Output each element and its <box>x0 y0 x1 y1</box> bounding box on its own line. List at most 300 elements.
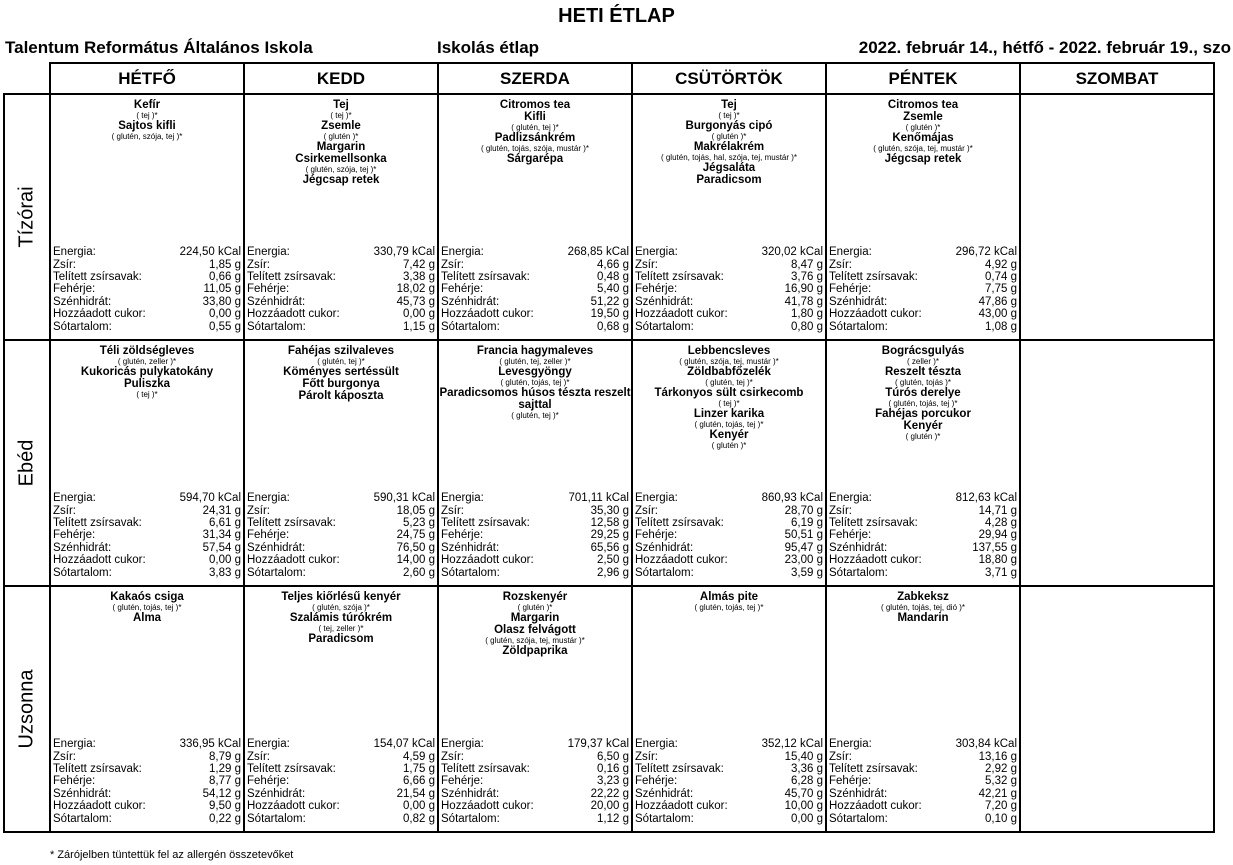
nutrient-label: Fehérje: <box>53 529 96 542</box>
nutrient-label: Fehérje: <box>441 529 484 542</box>
dish-name: Köményes sertéssült <box>283 366 399 378</box>
nutrition-row <box>441 800 629 812</box>
dish-name: Paradicsom <box>308 633 374 645</box>
dish-name: Almás pite <box>699 591 759 603</box>
nutrient-value: 10,00 g <box>784 800 823 813</box>
nutrition-row <box>635 775 823 787</box>
nutrient-label: Hozzáadott cukor: <box>829 800 922 813</box>
nutrition-table <box>53 492 241 579</box>
dish-name: Zsemle <box>903 111 943 123</box>
dish-allergens: ( glutén, szója, tej, mustár )* <box>873 144 973 153</box>
nutrient-label: Zsír: <box>53 258 76 271</box>
nutrition-table <box>247 492 435 579</box>
nutrient-value: 76,50 g <box>396 541 435 554</box>
nutrient-value: 268,85 kCal <box>567 246 629 259</box>
nutrition-row <box>53 271 241 283</box>
nutrition-row <box>635 296 823 308</box>
nutrient-value: 95,47 g <box>784 541 823 554</box>
nutrient-label: Szénhidrát: <box>53 541 112 554</box>
nutrition-row <box>441 321 629 333</box>
dish-name: Levesgyöngy <box>498 366 572 378</box>
dish-allergens: ( glutén, tej, zeller )* <box>499 357 571 366</box>
nutrient-value: 0,48 g <box>597 270 629 283</box>
nutrient-label: Fehérje: <box>441 283 484 296</box>
dish-name: Reszelt tészta <box>884 366 962 378</box>
nutrient-label: Energia: <box>247 738 290 751</box>
nutrient-value: 0,55 g <box>209 320 241 333</box>
nutrient-value: 812,63 kCal <box>955 492 1017 505</box>
meal-label-cell <box>4 340 50 586</box>
nutrient-label: Telített zsírsavak: <box>635 516 724 529</box>
nutrition-row <box>829 567 1017 579</box>
nutrient-label: Szénhidrát: <box>441 295 500 308</box>
day-header: CSÜTÖRTÖK <box>632 63 826 94</box>
nutrient-value: 320,02 kCal <box>761 246 823 259</box>
dish-allergens: ( tej )* <box>136 390 158 399</box>
nutrient-value: 0,00 g <box>403 800 435 813</box>
nutrient-label: Energia: <box>829 738 872 751</box>
dish-name: Burgonyás cipó <box>685 120 773 132</box>
nutrient-label: Fehérje: <box>53 775 96 788</box>
nutrition-row <box>829 321 1017 333</box>
nutrition-row <box>829 505 1017 517</box>
nutrient-label: Sótartalom: <box>53 320 112 333</box>
nutrient-value: 296,72 kCal <box>955 246 1017 259</box>
dish-name: Zabkeksz <box>897 591 949 603</box>
nutrition-table <box>441 246 629 333</box>
nutrition-row <box>53 259 241 271</box>
nutrient-value: 179,37 kCal <box>567 738 629 751</box>
nutrient-label: Fehérje: <box>53 283 96 296</box>
nutrition-row <box>829 308 1017 320</box>
nutrition-row <box>829 751 1017 763</box>
menu-cell <box>244 586 438 832</box>
dish-name: Zöldbabfőzelék <box>687 366 771 378</box>
nutrition-row <box>635 542 823 554</box>
nutrient-label: Hozzáadott cukor: <box>635 308 728 321</box>
dish-list <box>51 95 243 141</box>
menu-cell <box>438 340 632 586</box>
nutrient-label: Hozzáadott cukor: <box>53 554 146 567</box>
dish-list <box>827 341 1019 441</box>
nutrient-label: Sótartalom: <box>441 566 500 579</box>
nutrient-label: Telített zsírsavak: <box>247 762 336 775</box>
nutrient-label: Szénhidrát: <box>635 295 694 308</box>
nutrient-label: Zsír: <box>441 258 464 271</box>
nutrient-label: Sótartalom: <box>635 812 694 825</box>
menu-type: Iskolás étlap <box>437 38 540 57</box>
dish-name: Kenyér <box>903 420 943 432</box>
nutrient-value: 0,22 g <box>209 812 241 825</box>
nutrient-value: 590,31 kCal <box>373 492 435 505</box>
dish-allergens: ( glutén, szója, tej )* <box>305 165 377 174</box>
nutrient-value: 1,29 g <box>209 762 241 775</box>
nutrient-label: Energia: <box>441 246 484 259</box>
nutrition-row <box>635 763 823 775</box>
day-header-row <box>4 63 1214 94</box>
nutrient-value: 9,50 g <box>209 800 241 813</box>
dish-allergens: ( tej )* <box>718 399 740 408</box>
nutrient-value: 15,40 g <box>784 750 823 763</box>
nutrition-table <box>247 738 435 825</box>
nutrient-label: Fehérje: <box>829 283 872 296</box>
nutrient-value: 7,20 g <box>985 800 1017 813</box>
nutrient-value: 19,50 g <box>590 308 629 321</box>
nutrition-row <box>829 813 1017 825</box>
nutrition-row <box>829 246 1017 258</box>
nutrition-row <box>247 567 435 579</box>
nutrition-row <box>635 505 823 517</box>
nutrient-value: 7,75 g <box>985 283 1017 296</box>
nutrient-value: 35,30 g <box>590 504 629 517</box>
menu-cell <box>50 586 244 832</box>
nutrient-label: Hozzáadott cukor: <box>247 554 340 567</box>
nutrition-row <box>53 763 241 775</box>
nutrition-table <box>53 246 241 333</box>
dish-name: Párolt káposzta <box>298 390 384 402</box>
dish-name: Jégcsap retek <box>884 153 962 165</box>
nutrition-row <box>635 529 823 541</box>
nutrient-value: 1,80 g <box>791 308 823 321</box>
meal-label: Tízórai <box>15 186 38 248</box>
nutrient-value: 65,56 g <box>590 541 629 554</box>
nutrition-row <box>53 246 241 258</box>
day-header: PÉNTEK <box>826 63 1020 94</box>
nutrient-label: Fehérje: <box>635 775 678 788</box>
menu-cell <box>1020 94 1214 340</box>
dish-list <box>633 587 825 612</box>
nutrition-row <box>441 554 629 566</box>
nutrient-label: Telített zsírsavak: <box>441 270 530 283</box>
dish-list <box>51 587 243 624</box>
nutrient-label: Zsír: <box>247 750 270 763</box>
dish-name: Zöldpaprika <box>502 645 568 657</box>
nutrition-row <box>247 271 435 283</box>
nutrition-row <box>441 246 629 258</box>
nutrient-label: Sótartalom: <box>53 812 112 825</box>
nutrition-row <box>829 296 1017 308</box>
nutrition-row <box>441 788 629 800</box>
nutrient-label: Szénhidrát: <box>829 541 888 554</box>
dish-name: Zsemle <box>321 120 361 132</box>
nutrient-value: 0,66 g <box>209 270 241 283</box>
dish-list <box>245 95 437 186</box>
nutrient-value: 594,70 kCal <box>179 492 241 505</box>
nutrition-row <box>635 751 823 763</box>
menu-cell <box>632 586 826 832</box>
dish-list <box>439 95 631 165</box>
dish-allergens: ( glutén )* <box>905 432 941 441</box>
nutrition-table <box>247 246 435 333</box>
dish-allergens: ( glutén )* <box>711 441 747 450</box>
dish-allergens: ( glutén, zeller )* <box>117 357 177 366</box>
nutrient-label: Energia: <box>441 738 484 751</box>
nutrient-value: 0,00 g <box>209 554 241 567</box>
dish-allergens: ( glutén, szója, tej )* <box>111 132 183 141</box>
nutrient-value: 45,73 g <box>396 295 435 308</box>
nutrition-table <box>441 492 629 579</box>
nutrient-label: Fehérje: <box>635 283 678 296</box>
dish-allergens: ( glutén, tej )* <box>705 378 753 387</box>
nutrient-value: 0,68 g <box>597 320 629 333</box>
nutrient-value: 5,23 g <box>403 516 435 529</box>
nutrient-value: 1,75 g <box>403 762 435 775</box>
nutrient-label: Telített zsírsavak: <box>829 762 918 775</box>
nutrient-label: Szénhidrát: <box>635 787 694 800</box>
nutrition-row <box>635 259 823 271</box>
nutrient-value: 3,59 g <box>791 566 823 579</box>
date-range: 2022. február 14., hétfő - 2022. február 19., szo <box>858 38 1231 57</box>
nutrient-label: Energia: <box>635 492 678 505</box>
nutrition-row <box>53 788 241 800</box>
dish-name: Bográcsgulyás <box>881 345 965 357</box>
dish-name: Citromos tea <box>887 99 959 111</box>
nutrient-value: 6,61 g <box>209 516 241 529</box>
nutrition-row <box>829 554 1017 566</box>
nutrient-label: Zsír: <box>829 258 852 271</box>
dish-list <box>827 587 1019 624</box>
nutrient-value: 6,50 g <box>597 750 629 763</box>
nutrient-value: 50,51 g <box>784 529 823 542</box>
nutrient-label: Zsír: <box>53 504 76 517</box>
nutrient-label: Zsír: <box>829 504 852 517</box>
dish-allergens: ( glutén )* <box>517 603 553 612</box>
nutrition-row <box>247 246 435 258</box>
dish-list <box>245 587 437 645</box>
menu-cell <box>632 340 826 586</box>
nutrient-value: 45,70 g <box>784 787 823 800</box>
nutrient-value: 860,93 kCal <box>761 492 823 505</box>
nutrition-row <box>247 283 435 295</box>
nutrition-row <box>53 308 241 320</box>
dish-name: Teljes kiőrlésű kenyér <box>281 591 401 603</box>
nutrition-row <box>247 492 435 504</box>
dish-name: Kifli <box>524 111 546 123</box>
nutrient-label: Sótartalom: <box>247 812 306 825</box>
nutrition-row <box>53 775 241 787</box>
nutrient-value: 5,32 g <box>985 775 1017 788</box>
dish-list <box>1021 95 1213 99</box>
nutrient-label: Zsír: <box>441 504 464 517</box>
dish-allergens: ( glutén, tojás, tej, dió )* <box>880 603 966 612</box>
dish-name: Alma <box>132 612 162 624</box>
nutrient-value: 5,40 g <box>597 283 629 296</box>
nutrient-label: Energia: <box>53 738 96 751</box>
nutrient-label: Energia: <box>829 492 872 505</box>
nutrient-label: Telített zsírsavak: <box>247 516 336 529</box>
nutrient-value: 0,16 g <box>597 762 629 775</box>
nutrition-row <box>829 517 1017 529</box>
nutrition-row <box>441 738 629 750</box>
nutrient-label: Zsír: <box>53 750 76 763</box>
nutrition-row <box>247 529 435 541</box>
nutrient-label: Zsír: <box>635 504 658 517</box>
dish-name: Margarin <box>316 141 366 153</box>
nutrition-row <box>247 751 435 763</box>
nutrient-value: 13,16 g <box>978 750 1017 763</box>
nutrient-value: 0,00 g <box>403 308 435 321</box>
nutrient-label: Fehérje: <box>829 529 872 542</box>
nutrition-row <box>441 567 629 579</box>
nutrient-label: Hozzáadott cukor: <box>441 308 534 321</box>
dish-allergens: ( glutén, tej )* <box>317 357 365 366</box>
nutrition-row <box>247 259 435 271</box>
day-header: SZERDA <box>438 63 632 94</box>
menu-table <box>3 62 1215 833</box>
nutrient-label: Sótartalom: <box>441 320 500 333</box>
nutrient-label: Fehérje: <box>635 529 678 542</box>
dish-allergens: ( glutén )* <box>323 132 359 141</box>
nutrient-label: Fehérje: <box>441 775 484 788</box>
nutrition-row <box>247 517 435 529</box>
meal-label: Ebéd <box>15 439 38 487</box>
nutrient-label: Sótartalom: <box>247 320 306 333</box>
nutrition-table <box>829 738 1017 825</box>
nutrition-row <box>247 505 435 517</box>
nutrition-row <box>53 800 241 812</box>
dish-allergens: ( glutén, tojás )* <box>894 378 952 387</box>
dish-allergens: ( glutén, tojás, tej )* <box>694 603 764 612</box>
dish-allergens: ( glutén, tojás, szója, mustár )* <box>480 144 590 153</box>
nutrient-value: 47,86 g <box>978 295 1017 308</box>
dish-name: Puliszka <box>123 378 171 390</box>
nutrient-value: 41,78 g <box>784 295 823 308</box>
nutrition-row <box>53 738 241 750</box>
dish-list <box>51 341 243 399</box>
dish-allergens: ( glutén, tojás, tej )* <box>112 603 182 612</box>
nutrient-value: 336,95 kCal <box>179 738 241 751</box>
nutrition-row <box>635 246 823 258</box>
nutrient-value: 3,38 g <box>403 270 435 283</box>
nutrient-label: Hozzáadott cukor: <box>635 800 728 813</box>
nutrient-value: 2,96 g <box>597 566 629 579</box>
nutrient-value: 18,02 g <box>396 283 435 296</box>
nutrition-row <box>635 567 823 579</box>
nutrient-label: Sótartalom: <box>247 566 306 579</box>
dish-allergens: ( tej )* <box>718 111 740 120</box>
nutrient-label: Szénhidrát: <box>441 541 500 554</box>
nutrient-value: 0,00 g <box>209 308 241 321</box>
nutrition-row <box>441 775 629 787</box>
dish-allergens: ( glutén, tojás, tej )* <box>500 378 570 387</box>
nutrient-value: 3,23 g <box>597 775 629 788</box>
nutrient-value: 24,31 g <box>202 504 241 517</box>
nutrient-label: Energia: <box>635 246 678 259</box>
nutrient-label: Telített zsírsavak: <box>53 270 142 283</box>
nutrient-value: 0,10 g <box>985 812 1017 825</box>
nutrition-table <box>635 738 823 825</box>
nutrition-row <box>53 492 241 504</box>
dish-name: Kakaós csiga <box>110 591 184 603</box>
nutrient-value: 224,50 kCal <box>179 246 241 259</box>
nutrient-value: 14,00 g <box>396 554 435 567</box>
menu-cell <box>50 340 244 586</box>
dish-list <box>633 341 825 450</box>
nutrient-label: Szénhidrát: <box>53 787 112 800</box>
menu-cell <box>1020 340 1214 586</box>
nutrient-label: Energia: <box>53 492 96 505</box>
nutrition-row <box>829 542 1017 554</box>
dish-name: Kefír <box>133 99 161 111</box>
nutrition-row <box>635 738 823 750</box>
menu-cell <box>826 94 1020 340</box>
nutrient-label: Zsír: <box>247 504 270 517</box>
nutrient-label: Hozzáadott cukor: <box>635 554 728 567</box>
dish-name: Jégsaláta <box>702 162 756 174</box>
nutrient-label: Szénhidrát: <box>441 787 500 800</box>
nutrient-label: Telített zsírsavak: <box>441 516 530 529</box>
nutrient-value: 4,92 g <box>985 258 1017 271</box>
nutrition-table <box>441 738 629 825</box>
nutrient-value: 20,00 g <box>590 800 629 813</box>
dish-name: Kukoricás pulykatokány <box>80 366 214 378</box>
nutrition-row <box>53 321 241 333</box>
menu-cell <box>826 340 1020 586</box>
nutrient-value: 6,19 g <box>791 516 823 529</box>
nutrition-row <box>441 505 629 517</box>
nutrient-value: 1,12 g <box>597 812 629 825</box>
dish-name: Szalámis túrókrém <box>289 612 393 624</box>
nutrient-label: Szénhidrát: <box>247 787 306 800</box>
nutrition-row <box>247 775 435 787</box>
dish-name: Sajtos kifli <box>118 120 176 132</box>
nutrient-value: 1,85 g <box>209 258 241 271</box>
nutrition-row <box>829 738 1017 750</box>
dish-name: Fahéjas szilvaleves <box>287 345 395 357</box>
nutrient-label: Telített zsírsavak: <box>441 762 530 775</box>
nutrition-row <box>441 813 629 825</box>
nutrition-row <box>247 788 435 800</box>
nutrition-row <box>441 763 629 775</box>
nutrition-row <box>635 492 823 504</box>
nutrient-label: Zsír: <box>829 750 852 763</box>
nutrient-value: 7,42 g <box>403 258 435 271</box>
menu-cell <box>438 94 632 340</box>
nutrient-value: 54,12 g <box>202 787 241 800</box>
nutrient-label: Fehérje: <box>247 529 290 542</box>
nutrient-value: 330,79 kCal <box>373 246 435 259</box>
dish-name: Kenőmájas <box>892 132 954 144</box>
dish-allergens: ( tej, zeller )* <box>318 624 364 633</box>
nutrient-value: 29,94 g <box>978 529 1017 542</box>
meal-label-cell <box>4 586 50 832</box>
nutrient-value: 8,77 g <box>209 775 241 788</box>
nutrient-value: 2,92 g <box>985 762 1017 775</box>
menu-cell <box>826 586 1020 832</box>
dish-allergens: ( zeller )* <box>906 357 939 366</box>
nutrient-label: Telített zsírsavak: <box>829 516 918 529</box>
dish-name: Paradicsomos húsos tészta reszelt sajttal <box>439 387 631 411</box>
nutrition-row <box>441 259 629 271</box>
nutrition-row <box>247 321 435 333</box>
nutrition-row <box>53 813 241 825</box>
dish-name: Francia hagymaleves <box>476 345 594 357</box>
meal-row <box>4 340 1214 586</box>
dish-allergens: ( glutén, tojás, tej )* <box>888 399 958 408</box>
nutrition-row <box>441 271 629 283</box>
nutrient-label: Szénhidrát: <box>247 295 306 308</box>
nutrient-label: Sótartalom: <box>441 812 500 825</box>
day-header: SZOMBAT <box>1020 63 1214 94</box>
dish-allergens: ( glutén, tej )* <box>511 123 559 132</box>
nutrient-value: 23,00 g <box>784 554 823 567</box>
nutrient-label: Telített zsírsavak: <box>247 270 336 283</box>
nutrition-table <box>635 492 823 579</box>
nutrition-row <box>635 271 823 283</box>
nutrient-label: Hozzáadott cukor: <box>829 554 922 567</box>
nutrition-row <box>829 271 1017 283</box>
nutrition-row <box>441 517 629 529</box>
